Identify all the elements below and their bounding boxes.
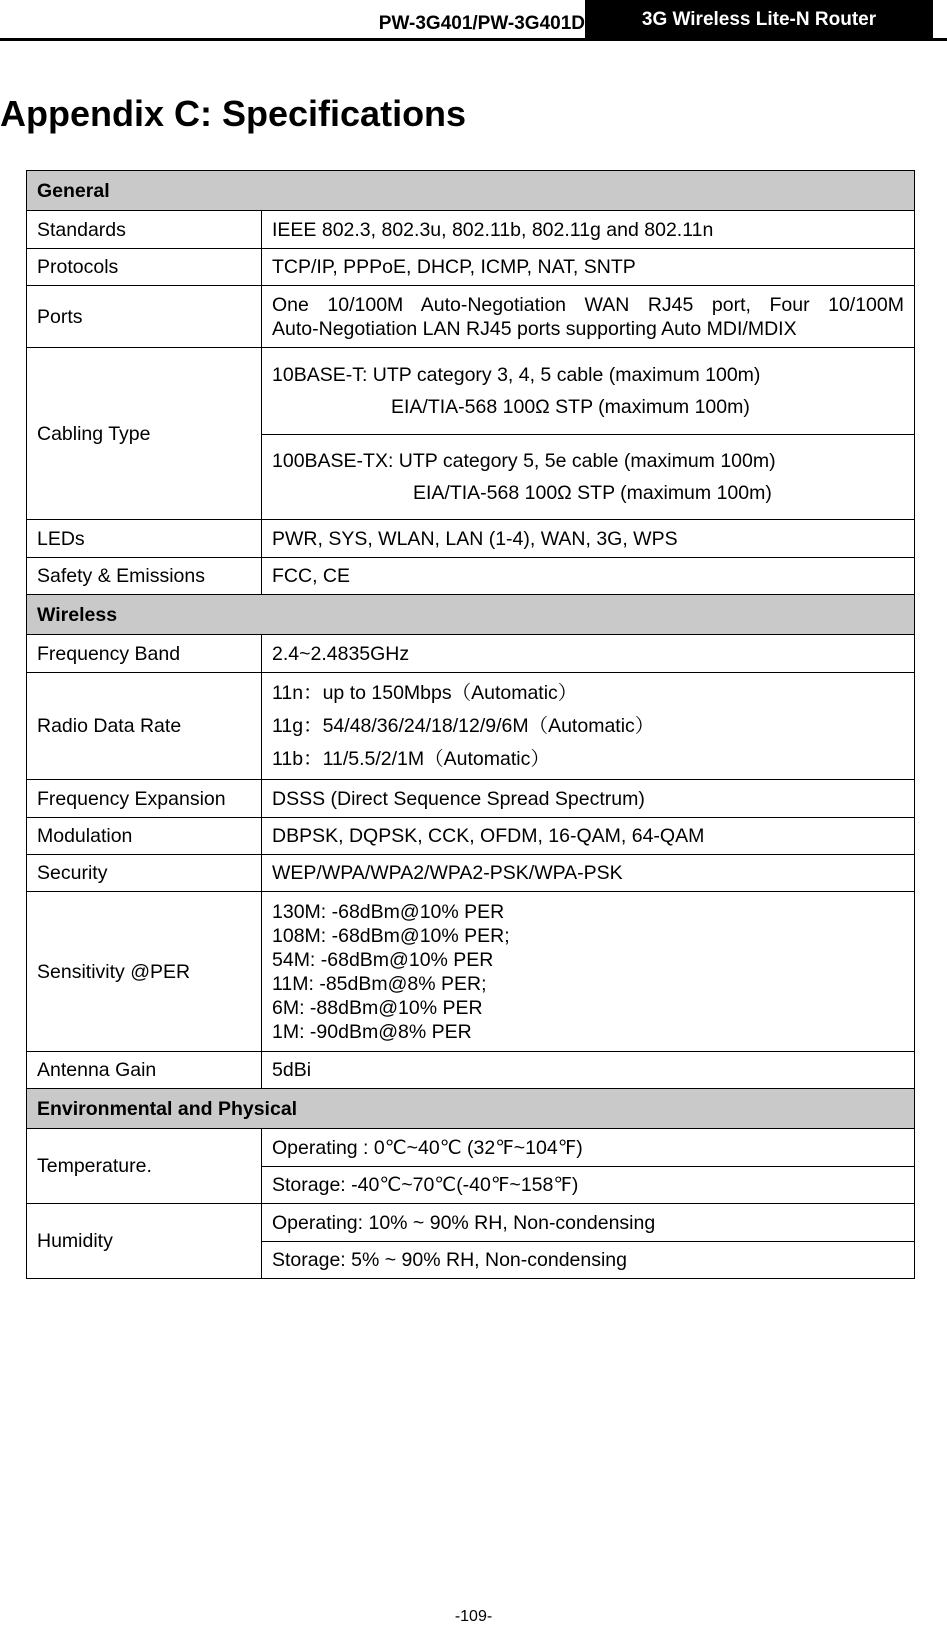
table-row: [27, 780, 915, 818]
table-row: [27, 855, 915, 892]
row-value: 5dBi: [262, 1052, 915, 1089]
row-label: Safety & Emissions: [27, 558, 262, 595]
value-line: 100BASE-TX: UTP category 5, 5e cable (maximum 100m): [272, 450, 776, 472]
value-line: 10BASE-T: UTP category 3, 4, 5 cable (maximum 100m): [272, 364, 761, 386]
row-value: 2.4~2.4835GHz: [262, 635, 915, 673]
row-value: TCP/IP, PPPoE, DHCP, ICMP, NAT, SNTP: [262, 249, 915, 286]
table-row: [27, 818, 915, 855]
value-line: Auto-Negotiation LAN RJ45 ports supporting Auto MDI/MDIX: [272, 317, 797, 340]
table-row: [27, 1204, 915, 1242]
table-row: [27, 286, 915, 348]
value-line: 11M: -85dBm@8% PER;: [272, 972, 487, 995]
row-label: Humidity: [27, 1204, 262, 1279]
row-label: Ports: [27, 286, 262, 348]
row-value: [262, 435, 915, 520]
row-label: Modulation: [27, 818, 262, 855]
header-rule: [0, 38, 947, 41]
row-value: [262, 892, 915, 1052]
value-line: 11g：54/48/36/24/18/12/9/6M（Automatic）: [272, 714, 655, 737]
table-row: [27, 1052, 915, 1089]
table-row: [27, 249, 915, 286]
row-value: [262, 348, 915, 435]
row-value: DSSS (Direct Sequence Spread Spectrum): [262, 780, 915, 818]
row-label: Antenna Gain: [27, 1052, 262, 1089]
section-wireless: [27, 595, 915, 635]
table-row: [27, 558, 915, 595]
table-row: [27, 211, 915, 249]
header-product: 3G Wireless Lite-N Router: [585, 0, 933, 40]
section-general: [27, 171, 915, 211]
section-environment: [27, 1089, 915, 1129]
row-label: Cabling Type: [27, 348, 262, 520]
row-value: [262, 286, 915, 348]
page-title: Appendix C: Specifications: [0, 93, 467, 134]
row-label: Frequency Expansion: [27, 780, 262, 818]
row-value: FCC, CE: [262, 558, 915, 595]
value-line: 11n：up to 150Mbps（Automatic）: [272, 681, 578, 704]
value-line: 6M: -88dBm@10% PER: [272, 996, 483, 1019]
row-value: WEP/WPA/WPA2/WPA2-PSK/WPA-PSK: [262, 855, 915, 892]
row-value: PWR, SYS, WLAN, LAN (1-4), WAN, 3G, WPS: [262, 520, 915, 558]
row-value: Operating : 0℃~40℃ (32℉~104℉): [262, 1129, 915, 1167]
value-line: 54M: -68dBm@10% PER: [272, 948, 494, 971]
section-title: Environmental and Physical: [27, 1089, 915, 1129]
row-label: LEDs: [27, 520, 262, 558]
row-label: Standards: [27, 211, 262, 249]
row-value: Storage: -40℃~70℃(-40℉~158℉): [262, 1167, 915, 1204]
table-row: [27, 635, 915, 673]
value-line: 11b：11/5.5/2/1M（Automatic）: [272, 747, 550, 770]
row-label: Radio Data Rate: [27, 673, 262, 780]
row-value: DBPSK, DQPSK, CCK, OFDM, 16-QAM, 64-QAM: [262, 818, 915, 855]
row-value: Operating: 10% ~ 90% RH, Non-condensing: [262, 1204, 915, 1242]
section-title: General: [27, 171, 915, 211]
table-row: [27, 520, 915, 558]
table-row: [27, 1129, 915, 1167]
row-label: Temperature.: [27, 1129, 262, 1204]
value-line: One 10/100M Auto-Negotiation WAN RJ45 port, Four 10/100M: [272, 293, 904, 316]
value-line: EIA/TIA-568 100Ω STP (maximum 100m): [413, 482, 772, 504]
table-row: [27, 348, 915, 435]
value-line: EIA/TIA-568 100Ω STP (maximum 100m): [391, 396, 750, 418]
value-line: 130M: -68dBm@10% PER: [272, 900, 505, 923]
spec-table: [26, 170, 915, 1279]
row-label: Frequency Band: [27, 635, 262, 673]
row-value: Storage: 5% ~ 90% RH, Non-condensing: [262, 1242, 915, 1279]
value-line: 1M: -90dBm@8% PER: [272, 1020, 472, 1043]
row-label: Protocols: [27, 249, 262, 286]
table-row: [27, 673, 915, 780]
row-value: IEEE 802.3, 802.3u, 802.11b, 802.11g and 802.11n: [262, 211, 915, 249]
page-number: -109-: [454, 1608, 493, 1625]
section-title: Wireless: [27, 595, 915, 635]
row-value: [262, 673, 915, 780]
table-row: [27, 892, 915, 1052]
row-label: Security: [27, 855, 262, 892]
header-model: PW-3G401/PW-3G401D: [378, 13, 585, 34]
value-line: 108M: -68dBm@10% PER;: [272, 924, 510, 947]
row-label: Sensitivity @PER: [27, 892, 262, 1052]
